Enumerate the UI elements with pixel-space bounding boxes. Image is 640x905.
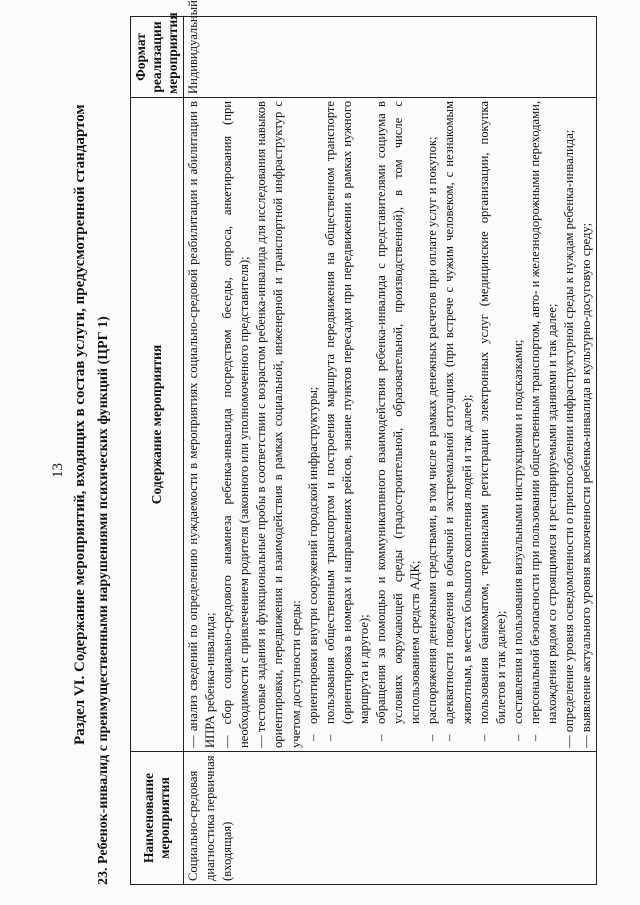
content-subitem: – распоряжения денежными средствами, в том числе в рамках денежных расчетов при оплате услуг и покупок;	[424, 101, 441, 748]
content-subitem: – составления и пользования визуальными инструкциями и подсказками;	[510, 101, 527, 748]
table-row	[184, 17, 597, 885]
content-subitem: – пользования общественным транспортом и построения маршрута передвижения на общественном транспорте (ориентировка в номерах и направлениях рейсов, знание пунктов пересадки при передвижении в рамках нужного маршрута и другое);	[322, 101, 373, 748]
row-format: Индивидуальный	[184, 17, 597, 98]
subtitle: 23. Ребенок-инвалид с преимущественными нарушениями психических функций (ЦРГ 1)	[96, 316, 111, 885]
row-content	[184, 98, 597, 752]
content-item: — выявление актуального уровня включенности ребенка-инвалида в культурно-досуговую среду;	[579, 222, 594, 748]
content-item: — сбор социально-средового анамнеза ребенка-инвалида посредством беседы, опроса, анкетирования (при необходимости с привлечением родителя (законного или уполномоченного представителя);	[220, 101, 252, 748]
content-subitem: – адекватности поведения в обычной и экстремальной ситуациях (при встрече с чужим человеком, с незнакомым животным, в местах большого скопления людей и так далее);	[441, 101, 475, 748]
content-subitem: – ориентировки внутри сооружений городской инфраструктуры;	[305, 101, 322, 748]
content-subitem: – пользования банкоматом, терминалами регистрации электронных услуг (медицинские организации, покупка билетов и так далее);	[476, 101, 510, 748]
content-item: — определение уровня осведомленности о приспособлении инфраструктурной среды к нуждам ребенка-инвалида;	[562, 129, 577, 748]
header-format: Формат реализации мероприятия	[131, 17, 184, 98]
header-name: Наименование мероприятия	[131, 752, 184, 885]
content-subitem: – обращения за помощью и коммуникативного взаимодействия ребенка-инвалида с представителями социума в условиях окружающей среды (градостроительной, образовательной, производственной), в том числе с использованием средств АДК;	[373, 101, 424, 748]
row-name: Социально-средовая диагностика первичная (входящая)	[184, 752, 597, 885]
content-item: — тестовые задания и функциональные пробы в соответствии с возрастом ребенка-инвалида для исследования навыков ориентировки, передвижения и взаимодействия в рамках социальной, инженерной и транспортной инфраструктур с учетом доступности среды:	[254, 101, 303, 748]
content-subitem: – персональной безопасности при пользовании общественным транспортом, авто- и железнодорожными переходами, нахождения рядом со строящимися и реставрируемыми зданиями и так далее;	[527, 101, 561, 748]
activities-table	[130, 0, 597, 885]
section-title: Раздел VI. Содержание мероприятий, входящих в состав услуги, предусмотренной стандартом	[72, 104, 88, 745]
page-number: 13	[50, 463, 66, 478]
table-header-row	[131, 17, 184, 885]
header-content: Содержание мероприятия	[131, 98, 184, 752]
content-item: — анализ сведений по определению нуждаемости в мероприятиях социально-средовой реабилитации и абилитации в ИПРА ребенка-инвалида;	[186, 101, 218, 748]
